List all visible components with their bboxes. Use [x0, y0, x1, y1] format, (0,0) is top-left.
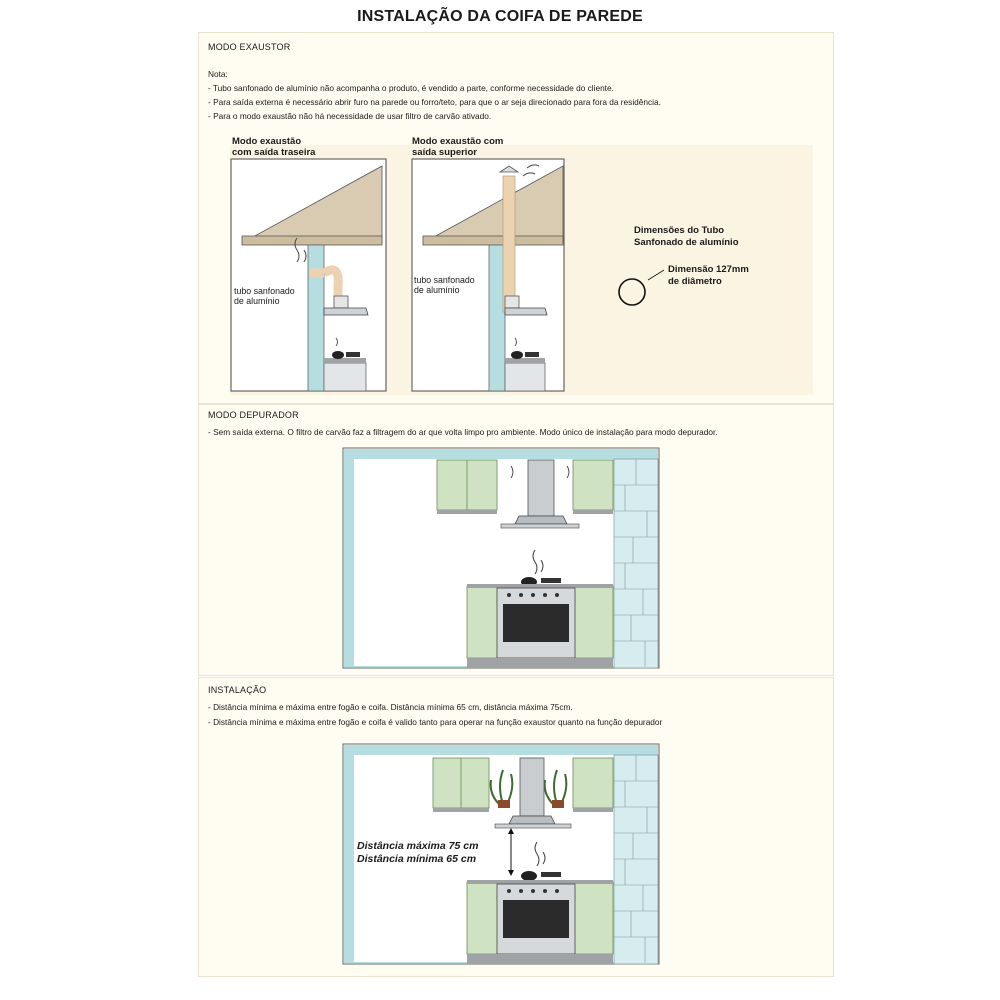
diagram2-tube-label-line2: de alumínio: [414, 285, 460, 295]
tube-dimensions-line1: Dimensões do Tubo: [634, 225, 725, 236]
diagram1-rear-exit: [230, 158, 390, 393]
depurador-kitchen-illustration: [343, 448, 663, 670]
depurador-text: - Sem saída externa. O filtro de carvão faz a filtragem do ar que volta limpo pro ambiente. Modo único de instalação para modo depurador.: [208, 427, 718, 437]
diagram1-caption-line1: Modo exaustão: [232, 136, 302, 147]
instalacao-line-1: - Distância mínima e máxima entre fogão e coifa. Distância mínima 65 cm, distância máxima 75cm.: [208, 702, 573, 712]
page-title: INSTALAÇÃO DA COIFA DE PAREDE: [357, 8, 643, 25]
diagram2-caption: [412, 136, 503, 158]
depurador-section-label: MODO DEPURADOR: [208, 410, 299, 420]
diagram1-tube-label-line2: de alumínio: [234, 296, 280, 306]
instalacao-section-label: INSTALAÇÃO: [208, 685, 267, 695]
diagram1-tube-label-line1: tubo sanfonado: [234, 286, 295, 296]
tube-size-line2: de diâmetro: [668, 276, 722, 287]
tube-size-label: [668, 264, 749, 288]
tube-size-line1: Dimensão 127mm: [668, 264, 749, 275]
note-line-3: - Para o modo exaustão não há necessidade de usar filtro de carvão ativado.: [208, 111, 492, 121]
max-distance-label: Distância máxima 75 cm: [357, 840, 479, 852]
min-distance-label: Distância mínima 65 cm: [357, 853, 477, 865]
exaustor-section-label: MODO EXAUSTOR: [208, 42, 291, 52]
note-title: Nota:: [208, 69, 228, 79]
diagram1-caption-line2: com saída traseira: [232, 147, 316, 158]
diagram2-caption-line2: saída superior: [412, 147, 477, 158]
note-line-1: - Tubo sanfonado de alumínio não acompanha o produto, é vendido a parte, conforme necessidade do cliente.: [208, 83, 614, 93]
diagram2-tube-label-line1: tubo sanfonado: [414, 275, 475, 285]
instalacao-line-2: - Distância mínima e máxima entre fogão e coifa é valido tanto para operar na função exaustor quanto na função depurador: [208, 717, 663, 727]
tube-dimensions-line2: Sanfonado de alumínio: [634, 237, 739, 248]
note-line-2: - Para saída externa é necessário abrir furo na parede ou forro/teto, para que o ar seja direcionado para fora da residência.: [208, 97, 661, 107]
diagram1-caption: [232, 136, 315, 158]
diagram2-tube-label: [414, 275, 475, 295]
diagram2-caption-line1: Modo exaustão com: [412, 136, 504, 147]
tube-circle-icon: [612, 272, 662, 312]
tube-dimensions-label: [634, 225, 739, 249]
diagram1-tube-label: [234, 286, 295, 306]
distance-labels: [357, 840, 478, 866]
